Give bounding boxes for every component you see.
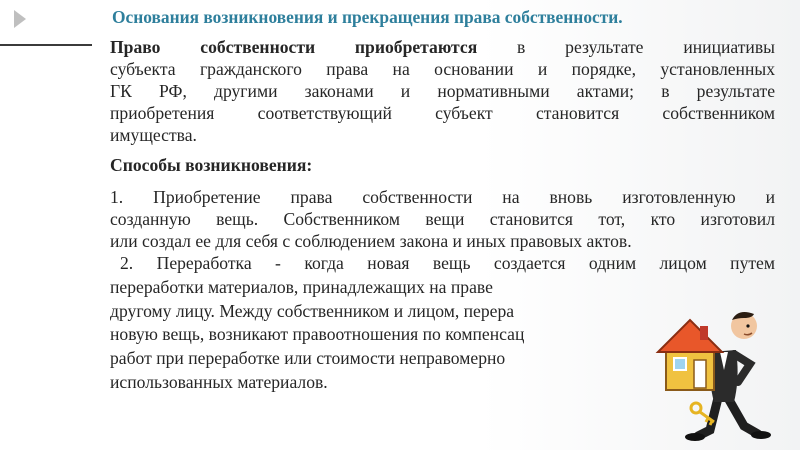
method-2-line: другому лицу. Между собственником и лицом, перера xyxy=(110,300,515,321)
method-2-line: новую вещь, возникают правоотношения по компенсац xyxy=(110,324,525,345)
intro-line: приобретения соответствующий субъект становится собственником xyxy=(110,103,775,123)
intro-line: субъекта гражданского права на основании и порядке, установленных xyxy=(110,59,775,79)
intro-line: Право собственности приобретаются в результате инициативы xyxy=(110,37,775,57)
intro-line: ГК РФ, другими законами и нормативными актами; в результате xyxy=(110,81,775,101)
method-2-line: использованных материалов. xyxy=(110,371,328,392)
intro-bold: Право собственности приобретаются xyxy=(110,37,478,57)
method-2-line: переработки материалов, принадлежащих на праве xyxy=(110,276,493,297)
slide-title: Основания возникновения и прекращения права собственности. xyxy=(112,7,623,27)
corner-arrow-icon xyxy=(14,10,26,28)
methods-heading: Способы возникновения: xyxy=(110,155,313,175)
accent-bar xyxy=(0,44,92,46)
man-carrying-house-illustration xyxy=(640,290,790,445)
method-2-line: 2. Переработка - когда новая вещь создается одним лицом путем xyxy=(120,253,775,273)
method-1-paragraph xyxy=(110,186,775,252)
method-1-line: или создал ее для себя с соблюдением закона и иных правовых актов. xyxy=(110,231,632,251)
intro-line: имущества. xyxy=(110,125,197,145)
method-2-line: работ при переработке или стоимости неправомерно xyxy=(110,348,506,369)
intro-paragraph xyxy=(110,36,775,146)
method-1-line: 1. Приобретение права собственности на вновь изготовленную и xyxy=(110,187,775,207)
method-1-line: созданную вещь. Собственником вещи становится тот, кто изготовил xyxy=(110,209,775,229)
